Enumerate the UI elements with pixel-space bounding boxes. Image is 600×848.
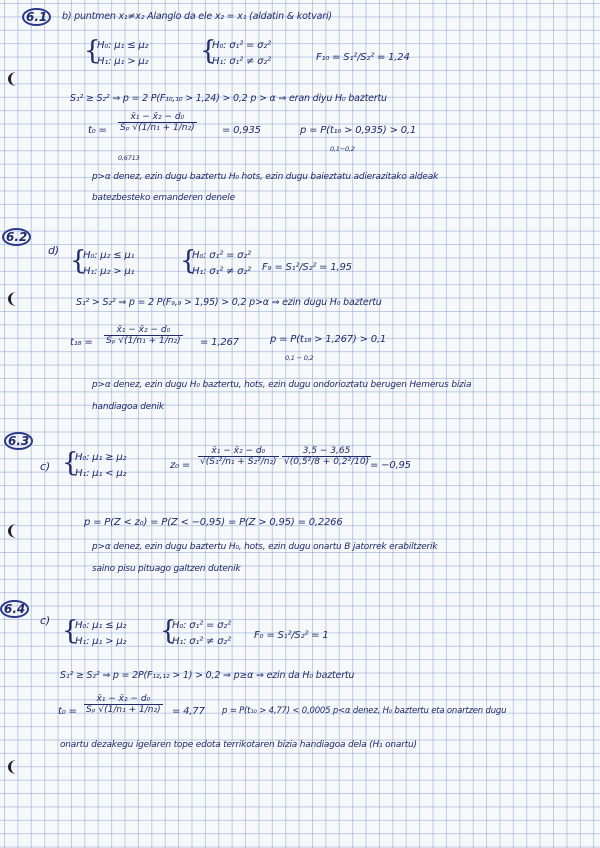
t-formula	[104, 325, 183, 346]
brace: {	[180, 246, 197, 276]
f-statistic: F₀ = S₁²/S₂² = 1	[254, 630, 329, 641]
z-numerator: x̄₁ − x̄₂ − d₀	[198, 446, 279, 457]
z-denominator: √(S₁²/n₁ + S₂²/n₂)	[200, 457, 277, 467]
z-denominator-values: √(0,5²/8 + 0,2²/10)	[284, 457, 370, 467]
brace: {	[62, 616, 79, 646]
p-value-line: S₁² ≥ S₂² ⇒ p = 2 P(F₁₀,₁₀ > 1,24) > 0,2 p > α ⇒ eran diyu H₀ baztertu	[70, 93, 387, 104]
problem-number: 6.3	[4, 432, 33, 450]
brace: {	[160, 616, 177, 646]
hypothesis-h0: H₀: μ₂ ≤ μ₁	[83, 250, 135, 261]
p-value-line: S₁² ≥ S₂² ⇒ p = 2P(F₁₂,₁₂ > 1) > 0,2 ⇒ p≥α ⇒ ezin da H₀ baztertu	[60, 670, 355, 681]
t-numerator: x̄₁ − x̄₂ − d₀	[118, 112, 197, 123]
variance-h0: H₀: σ₁² = σ₂²	[212, 40, 271, 51]
binder-hole	[8, 524, 25, 538]
variance-h1: H₁: σ₁² ≠ σ₂²	[172, 636, 231, 647]
t-value: = 1,267	[200, 337, 239, 348]
p-t-line: p = P(t₁₀ > 0,935) > 0,1	[300, 125, 417, 136]
p-range: 0,1−0,2	[330, 145, 355, 153]
t-label: t₀ =	[88, 125, 107, 136]
problem-part: c)	[40, 460, 50, 473]
variance-h0: H₀: σ₁² = σ₂²	[172, 620, 231, 631]
hypothesis-h1: H₁: μ₁ > μ₂	[75, 636, 127, 647]
binder-hole	[8, 72, 25, 86]
conclusion-line: p>α denez, ezin dugu baztertu H₀, hots, ezin dugu onartu B jatorrek erabiltzerik	[92, 542, 438, 552]
conclusion-line: onartu dezakegu igelaren tope edota terrikotaren bizia handiagoa dela (H₁ onartu)	[60, 740, 417, 750]
p-value-line: p = P(Z < z₀) = P(Z < −0,95) = P(Z > 0,95) = 0,2266	[84, 517, 343, 528]
hypothesis-h0: H₀: μ₁ ≤ μ₂	[75, 620, 127, 631]
z-formula	[198, 446, 279, 467]
hypothesis-h0: H₀: μ₁ ≥ μ₂	[75, 452, 127, 463]
problem-number: 6.2	[2, 228, 31, 246]
problem-intro: b) puntmen x₁≠x₂ Alanglo da ele x₂ = x₁ (aldatin & kotvari)	[62, 11, 332, 22]
p-value-line: S₁² > S₂² ⇒ p = 2 P(F₉,₉ > 1,95) > 0,2 p>α ⇒ ezin dugu H₀ baztertu	[76, 297, 382, 308]
brace: {	[200, 36, 217, 66]
conclusion-line: batezbesteko emanderen denele	[92, 193, 235, 203]
f-statistic: F₁₀ = S₁²/S₂² = 1,24	[316, 52, 410, 63]
problem-part: c)	[40, 614, 50, 627]
hypothesis-h1: H₁: μ₁ > μ₂	[97, 56, 149, 67]
t-formula	[118, 112, 197, 133]
brace: {	[70, 246, 87, 276]
hypothesis-h0: H₀: μ₁ ≤ μ₂	[97, 40, 149, 51]
t-label: t₁₈ =	[70, 337, 93, 348]
t-denominator: Sₚ √(1/n₁ + 1/n₂)	[120, 123, 195, 133]
z-value: = −0,95	[370, 460, 411, 471]
sp-value: 0,6713	[118, 154, 140, 162]
conclusion-line: p>α denez, ezin dugu H₀ baztertu, hots, ezin dugu ondorioztatu berugen Hemerus bizia	[92, 380, 472, 390]
t-value: = 0,935	[222, 125, 261, 136]
hypothesis-h1: H₁: μ₁ < μ₂	[75, 468, 127, 479]
problem-number: 6.1	[22, 8, 51, 26]
conclusion-line: p>α denez, ezin dugu baztertu H₀ hots, ezin dugu baieztatu adierazitako aldeak	[92, 172, 439, 182]
problem-part: d)	[48, 244, 59, 257]
z-label: z₀ =	[170, 460, 191, 471]
t-numerator: x̄₁ − x̄₂ − d₀	[84, 694, 163, 705]
p-range: 0,1 − 0,2	[285, 354, 314, 362]
hypothesis-h1: H₁: μ₂ > μ₁	[83, 266, 135, 277]
variance-h1: H₁: σ₁² ≠ σ₂²	[192, 266, 251, 277]
conclusion-line: saino pisu pituago galtzen dutenik	[92, 564, 241, 574]
binder-hole	[8, 292, 25, 306]
problem-number: 6.4	[0, 600, 29, 618]
brace: {	[62, 448, 79, 478]
binder-hole	[8, 760, 25, 774]
t-numerator: x̄₁ − x̄₂ − d₀	[104, 325, 183, 336]
f-statistic: F₉ = S₁²/S₂² = 1,95	[262, 262, 352, 273]
p-t-line: p = P(t₁₈ > 1,267) > 0,1	[270, 334, 387, 345]
t-value: = 4,77	[172, 706, 205, 717]
t-formula	[84, 694, 163, 715]
variance-h0: H₀: σ₁² = σ₂²	[192, 250, 251, 261]
z-formula-values	[282, 446, 371, 467]
t-denominator: Sₚ √(1/n₁ + 1/n₂)	[86, 705, 161, 715]
p-t-line: p = P(t₁₀ > 4,77) < 0,0005 p<α denez, H₀ baztertu eta onartzen dugu	[222, 706, 507, 716]
t-denominator: Sₚ √(1/n₁ + 1/n₂)	[106, 336, 181, 346]
variance-h1: H₁: σ₁² ≠ σ₂²	[212, 56, 271, 67]
z-numerator-values: 3,5 − 3,65	[282, 446, 371, 457]
brace: {	[84, 36, 101, 66]
t-label: t₀ =	[58, 706, 77, 717]
conclusion-line: handiagoa denik	[92, 402, 164, 412]
